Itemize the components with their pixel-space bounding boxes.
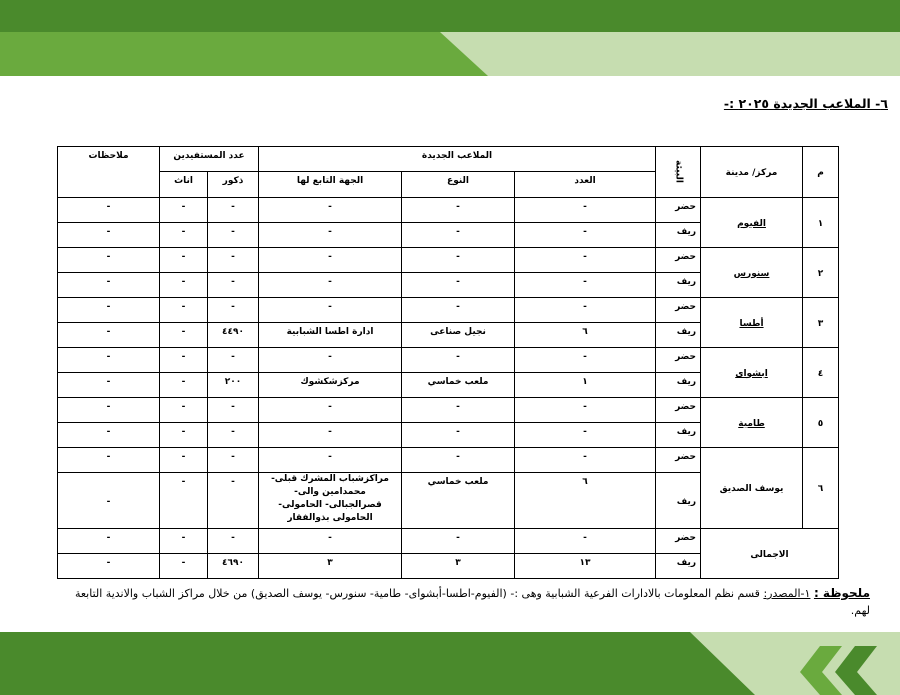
center-label: أطسا (739, 318, 764, 329)
kind-cell: ٣ (402, 554, 515, 579)
count-cell: - (515, 198, 656, 223)
center-name (701, 448, 803, 529)
owner-cell: - (259, 298, 402, 323)
header-notes: ملاحظات (58, 147, 160, 198)
kind-cell: - (402, 223, 515, 248)
kind-cell: - (402, 448, 515, 473)
females-cell: - (160, 223, 208, 248)
header-beneficiaries: عدد المستفيدين (160, 147, 259, 172)
kind-cell: - (402, 529, 515, 554)
notes-cell: - (58, 373, 160, 398)
center-name (701, 198, 803, 248)
row-num: ٤ (803, 348, 839, 398)
header-banner (0, 0, 900, 76)
table-row (58, 398, 839, 423)
count-cell: - (515, 223, 656, 248)
males-cell: - (208, 298, 259, 323)
center-label: الفيوم (737, 218, 766, 229)
total-row (58, 529, 839, 554)
kind-cell: - (402, 273, 515, 298)
notes-cell: - (58, 473, 160, 529)
row-num: ٣ (803, 298, 839, 348)
row-num: ١ (803, 198, 839, 248)
notes-cell: - (58, 554, 160, 579)
owner-cell: مركزشكشوك (259, 373, 402, 398)
env-type: حضر (656, 248, 701, 273)
notes-cell: - (58, 223, 160, 248)
row-num: ٢ (803, 248, 839, 298)
row-num: ٥ (803, 398, 839, 448)
females-cell: - (160, 448, 208, 473)
env-type: ريف (656, 423, 701, 448)
env-type: ريف (656, 473, 701, 529)
notes-cell: - (58, 529, 160, 554)
center-label: ابشواى (735, 368, 768, 379)
males-cell: - (208, 529, 259, 554)
header-new-fields: الملاعب الجديدة (259, 147, 656, 172)
males-cell: - (208, 248, 259, 273)
count-cell: ١ (515, 373, 656, 398)
owner-cell: - (259, 248, 402, 273)
notes-cell: - (58, 423, 160, 448)
count-cell: ٦ (515, 473, 656, 529)
center-label: يوسف الصديق (719, 484, 784, 494)
females-cell: - (160, 298, 208, 323)
kind-cell: ملعب خماسي (402, 473, 515, 529)
center-name (701, 298, 803, 348)
count-cell: - (515, 248, 656, 273)
table-row (58, 198, 839, 223)
count-cell: ٦ (515, 323, 656, 348)
source-note (62, 585, 870, 619)
females-cell: - (160, 529, 208, 554)
center-name (701, 398, 803, 448)
header-center: مركز/ مدينة (701, 147, 803, 198)
owner-cell: - (259, 423, 402, 448)
females-cell: - (160, 473, 208, 529)
kind-cell: ملعب خماسي (402, 373, 515, 398)
row-num: ٦ (803, 448, 839, 529)
females-cell: - (160, 423, 208, 448)
env-type: حضر (656, 529, 701, 554)
owner-cell: - (259, 398, 402, 423)
table-row (58, 298, 839, 323)
note-label: ملحوظة : (813, 586, 870, 600)
count-cell: - (515, 423, 656, 448)
kind-cell: - (402, 248, 515, 273)
owner-cell: ٣ (259, 554, 402, 579)
notes-cell: - (58, 273, 160, 298)
center-name (701, 348, 803, 398)
females-cell: - (160, 273, 208, 298)
env-type: حضر (656, 348, 701, 373)
females-cell: - (160, 198, 208, 223)
table-row (58, 348, 839, 373)
females-cell: - (160, 398, 208, 423)
header-females: اناث (160, 172, 208, 198)
count-cell: - (515, 529, 656, 554)
center-label: سنورس (733, 268, 770, 279)
note-text: قسم نظم المعلومات بالادارات الفرعية الشبابية وهى :- (الفيوم-اطسا-أبشواى- طامية- سنورس- يوسف الصديق) من خلال مراكز الشباب والاندية التابعة لهم. (74, 587, 870, 617)
notes-cell: - (58, 248, 160, 273)
males-cell: ٢٠٠ (208, 373, 259, 398)
total-label: الاجمالى (701, 529, 839, 579)
females-cell: - (160, 348, 208, 373)
notes-cell: - (58, 448, 160, 473)
notes-cell: - (58, 198, 160, 223)
males-cell: - (208, 423, 259, 448)
females-cell: - (160, 323, 208, 348)
females-cell: - (160, 248, 208, 273)
owner-cell: - (259, 448, 402, 473)
env-type: حضر (656, 398, 701, 423)
owner-cell: مراكزشباب المشرك قبلى- محمدامين والى- قصرالجبالى- الحامولى- الحامولى بذوالفقار (259, 473, 402, 529)
kind-cell: نجيل صناعى (402, 323, 515, 348)
footer-banner (0, 632, 900, 695)
env-type: ريف (656, 323, 701, 348)
count-cell: - (515, 298, 656, 323)
owner-cell: - (259, 198, 402, 223)
kind-cell: - (402, 398, 515, 423)
notes-cell: - (58, 348, 160, 373)
header-num: م (803, 147, 839, 198)
notes-cell: - (58, 298, 160, 323)
notes-cell: - (58, 398, 160, 423)
header-males: ذكور (208, 172, 259, 198)
header-owner: الجهة التابع لها (259, 172, 402, 198)
section-heading (724, 96, 888, 111)
center-name (701, 248, 803, 298)
env-type: ريف (656, 554, 701, 579)
males-cell: - (208, 273, 259, 298)
kind-cell: - (402, 198, 515, 223)
env-type: ريف (656, 373, 701, 398)
env-type: ريف (656, 273, 701, 298)
males-cell: ٤٦٩٠ (208, 554, 259, 579)
males-cell: ٤٤٩٠ (208, 323, 259, 348)
males-cell: - (208, 198, 259, 223)
males-cell: - (208, 448, 259, 473)
env-type: ريف (656, 223, 701, 248)
note-source-label: ١-المصدر: (763, 587, 811, 600)
header-environment (656, 147, 701, 198)
females-cell: - (160, 373, 208, 398)
center-label: طامية (738, 418, 765, 429)
count-cell: - (515, 348, 656, 373)
header-count: العدد (515, 172, 656, 198)
env-type: حضر (656, 198, 701, 223)
males-cell: - (208, 398, 259, 423)
kind-cell: - (402, 298, 515, 323)
header-environment-label: البيئة (673, 159, 684, 183)
table-row (58, 448, 839, 473)
males-cell: - (208, 223, 259, 248)
notes-cell: - (58, 323, 160, 348)
owner-cell: - (259, 348, 402, 373)
env-type: حضر (656, 298, 701, 323)
header-kind: النوع (402, 172, 515, 198)
table-row (58, 248, 839, 273)
owner-cell: ادارة اطسا الشبابية (259, 323, 402, 348)
owner-cell: - (259, 273, 402, 298)
females-cell: - (160, 554, 208, 579)
owner-cell: - (259, 529, 402, 554)
section-title: ٦- الملاعب الجديدة ٢٠٢٥ :- (723, 96, 888, 111)
count-cell: ١٣ (515, 554, 656, 579)
count-cell: - (515, 398, 656, 423)
count-cell: - (515, 273, 656, 298)
males-cell: - (208, 348, 259, 373)
males-cell: - (208, 473, 259, 529)
env-type: حضر (656, 448, 701, 473)
kind-cell: - (402, 423, 515, 448)
new-fields-table (57, 146, 839, 579)
count-cell: - (515, 448, 656, 473)
kind-cell: - (402, 348, 515, 373)
owner-cell: - (259, 223, 402, 248)
